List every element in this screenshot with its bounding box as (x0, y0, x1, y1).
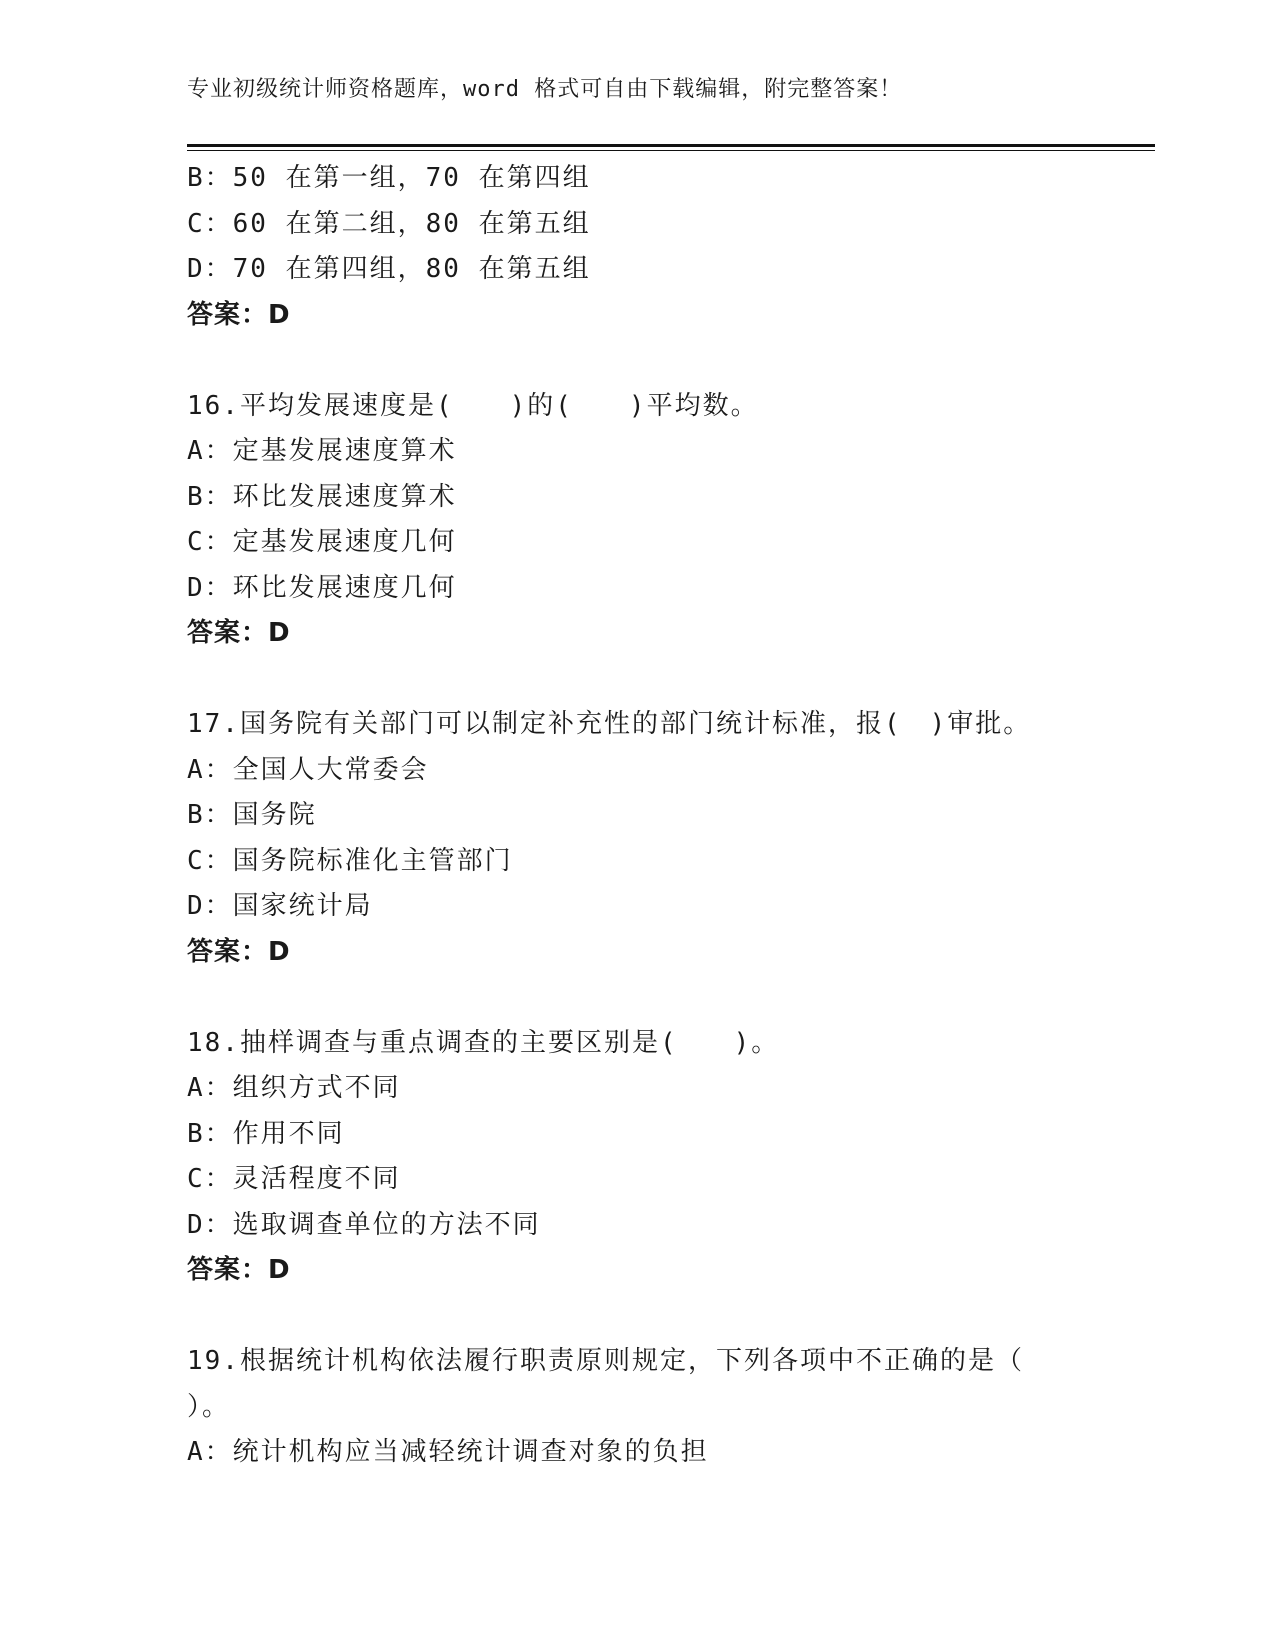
option-d: D：环比发展速度几何 (187, 572, 457, 603)
option-a: A：定基发展速度算术 (187, 436, 457, 466)
option-a: A：组织方式不同 (187, 1073, 401, 1103)
option-c: C：国务院标准化主管部门 (187, 845, 513, 876)
answer: 答案：D (187, 1255, 291, 1285)
option-a: A：全国人大常委会 (187, 754, 429, 785)
option-d: D：选取调查单位的方法不同 (187, 1209, 541, 1240)
option-b: B：国务院 (187, 800, 317, 830)
option-c: C：灵活程度不同 (187, 1164, 401, 1194)
option-b: B：作用不同 (187, 1118, 345, 1149)
option-d: D：70 在第四组，80 在第五组 (187, 254, 591, 284)
option-c: C：60 在第二组，80 在第五组 (187, 208, 591, 239)
question-15-tail (187, 156, 1137, 338)
header-rule-thin (187, 150, 1155, 151)
answer: 答案：D (187, 618, 291, 648)
question-19 (187, 1339, 1137, 1476)
answer: 答案：D (187, 936, 291, 967)
question-stem: 17.国务院有关部门可以制定补充性的部门统计标准，报( )审批。 (187, 709, 1032, 739)
question-17 (187, 702, 1137, 975)
option-d: D：国家统计局 (187, 891, 373, 921)
question-stem: 19.根据统计机构依法履行职责原则规定，下列各项中不正确的是（ (187, 1346, 1024, 1376)
option-c: C：定基发展速度几何 (187, 527, 457, 557)
question-18 (187, 1021, 1137, 1294)
question-stem: 16.平均发展速度是( )的( )平均数。 (187, 390, 759, 421)
question-16 (187, 384, 1137, 657)
question-content (187, 156, 1137, 1476)
answer: 答案：D (187, 299, 291, 330)
page-header: 专业初级统计师资格题库，word 格式可自由下载编辑，附完整答案！ (187, 77, 903, 102)
option-a: A：统计机构应当减轻统计调查对象的负担 (187, 1437, 709, 1467)
header-rule-thick (187, 144, 1155, 147)
option-b: B：环比发展速度算术 (187, 481, 457, 512)
question-stem: 18.抽样调查与重点调查的主要区别是( )。 (187, 1027, 780, 1058)
option-b: B：50 在第一组，70 在第四组 (187, 163, 591, 193)
question-stem-continued: ）。 (187, 1391, 231, 1422)
